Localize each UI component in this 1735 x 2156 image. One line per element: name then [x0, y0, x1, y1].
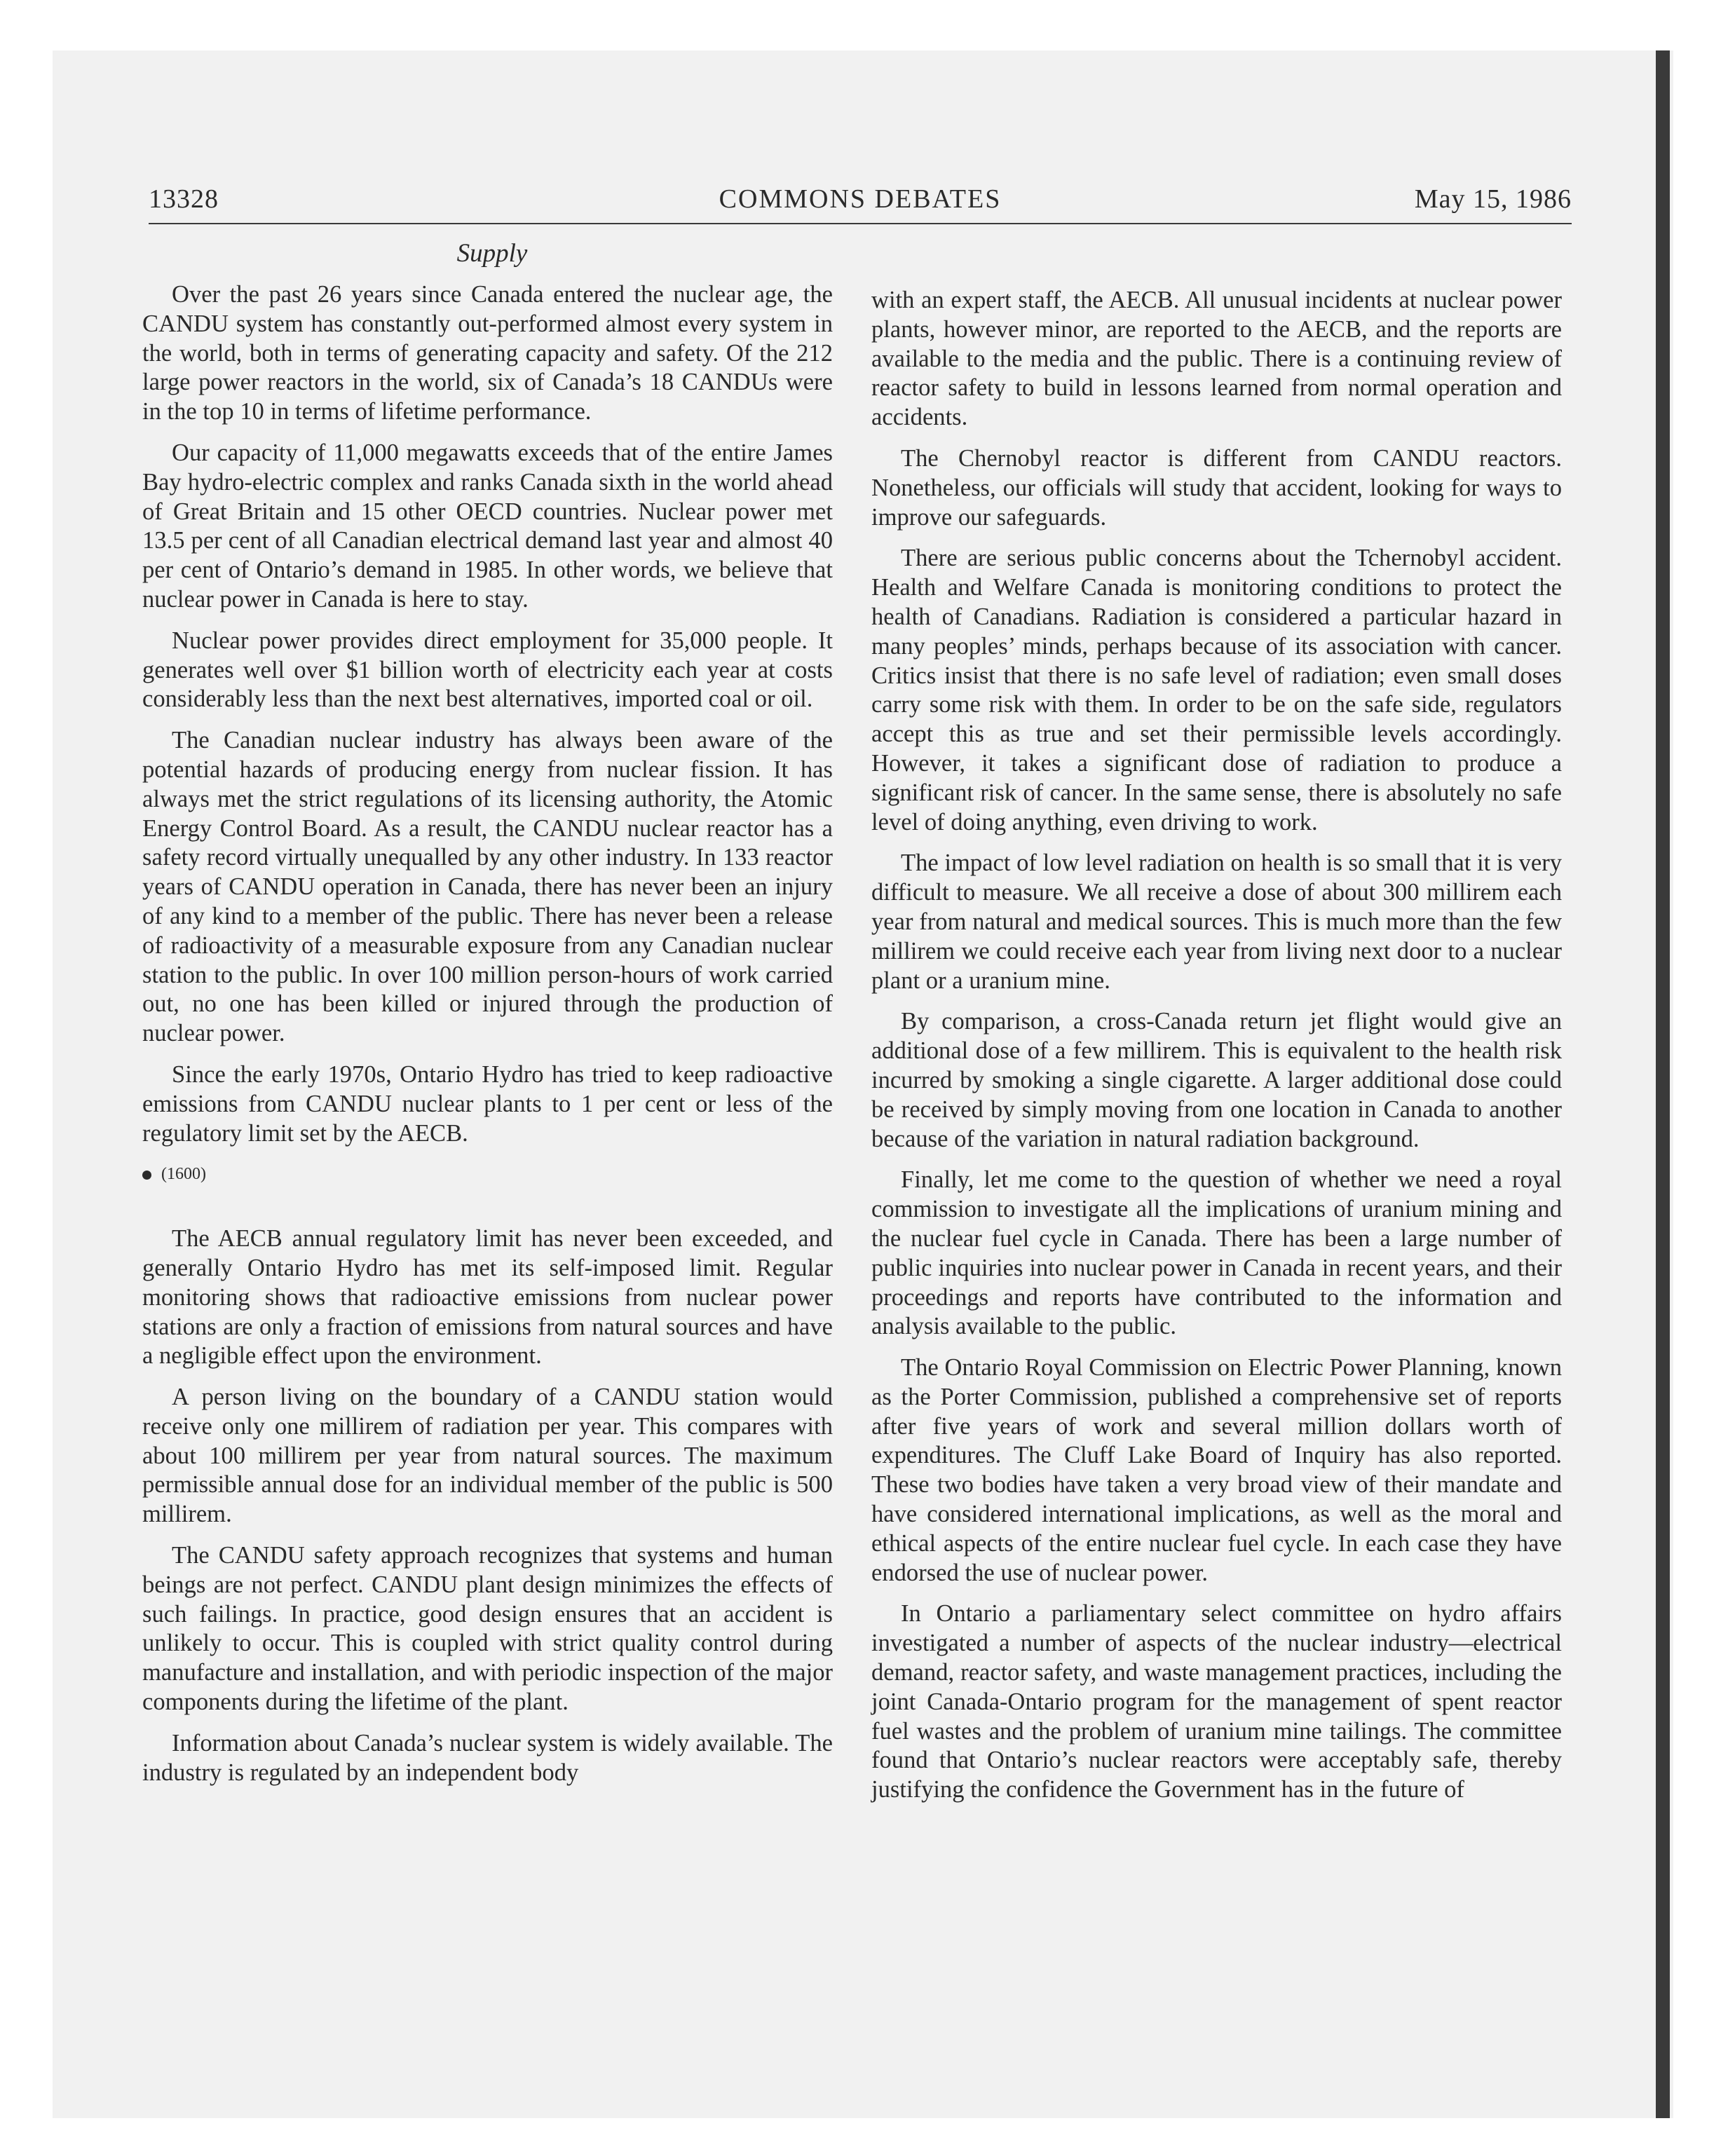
- paragraph: The AECB annual regulatory limit has never been exceeded, and generally Ontario Hydro has met its self-imposed limit. Regular monitoring shows that radioactive emissions from nuclear power stations are only a fraction of emissions from natural sources and have a negligible effect upon the environment.: [142, 1225, 833, 1370]
- paragraph: In Ontario a parliamentary select committee on hydro affairs investigated a number of aspects of the nuclear industry—electrical demand, reactor safety, and waste management practices, including the joint Canada-Ontario program for the management of spent reactor fuel wastes and the problem of uranium mine tailings. The committee found that Ontario’s nuclear reactors were acceptably safe, thereby justifying the confidence the Government has in the future of: [871, 1600, 1562, 1803]
- time-marker: [142, 1160, 833, 1189]
- scan-edge-bar: [1656, 50, 1670, 2118]
- section-title: Supply: [456, 239, 528, 268]
- bullet-dot-icon: [142, 1171, 151, 1180]
- paragraph: A person living on the boundary of a CANDU station would receive only one millirem of radiation per year. This compares with about 100 millirem per year from natural sources. The maximum permissible annual dose for an individual member of the public is 500 millirem.: [142, 1384, 833, 1528]
- paragraph: The Ontario Royal Commission on Electric Power Planning, known as the Porter Commission, published a comprehensive set of reports after five years of work and several million dollars worth of expenditures. The Cluff Lake Board of Inquiry has also reported. These two bodies have taken a very broad view of their mandate and have considered international implications, as well as the moral and ethical aspects of the entire nuclear fuel cycle. In each case they have endorsed the use of nuclear power.: [871, 1354, 1562, 1586]
- left-column: [142, 280, 833, 1799]
- paragraph: Nuclear power provides direct employment for 35,000 people. It generates well over $1 billion worth of electricity each year at costs considerably less than the next best alternatives, imported coal or oil.: [142, 627, 833, 713]
- paragraph: The impact of low level radiation on health is so small that it is very difficult to measure. We all receive a dose of about 300 millirem each year from natural and medical sources. This is much more than the few millirem we could receive each year from living next door to a nuclear plant or a uranium mine.: [871, 850, 1562, 994]
- paragraph: There are serious public concerns about the Tchernobyl accident. Health and Welfare Canada is monitoring conditions to protect the health of Canadians. Radiation is considered a particular hazard in many peoples’ minds, perhaps because of its association with cancer. Critics insist that there is no safe level of radiation; even small doses carry some risk with them. In order to be on the safe side, regulators accept this as true and set their permissible levels accordingly. However, it takes a significant dose of radiation to produce a significant risk of cancer. In the same sense, there is absolutely no safe level of doing anything, even driving to work.: [871, 545, 1562, 835]
- paragraph: Since the early 1970s, Ontario Hydro has tried to keep radioactive emissions from CANDU nuclear plants to 1 per cent or less of the regulatory limit set by the AECB.: [142, 1060, 833, 1147]
- paragraph: Finally, let me come to the question of whether we need a royal commission to investigate all the implications of uranium mining and the nuclear fuel cycle in Canada. There has been a large number of public inquiries into nuclear power in Canada in recent years, and their proceedings and reports have contributed to the information and analysis available to the public.: [871, 1166, 1562, 1340]
- page-header: [149, 184, 1572, 224]
- paragraph: Our capacity of 11,000 megawatts exceeds that of the entire James Bay hydro-electric complex and ranks Canada sixth in the world ahead of Great Britain and 15 other OECD countries. Nuclear power met 13.5 per cent of all Canadian electrical demand last year and almost 40 per cent of Ontario’s demand in 1985. In other words, we believe that nuclear power in Canada is here to stay.: [142, 439, 833, 613]
- page-date: May 15, 1986: [1414, 184, 1572, 214]
- right-column: [871, 286, 1562, 1817]
- paragraph: Over the past 26 years since Canada entered the nuclear age, the CANDU system has constantly out-performed almost every system in the world, both in terms of generating capacity and safety. Of the 212 large power reactors in the world, six of Canada’s 18 CANDUs were in the top 10 in terms of lifetime performance.: [142, 281, 833, 425]
- paragraph: Information about Canada’s nuclear system is widely available. The industry is regulated by an independent body: [142, 1729, 833, 1786]
- page-number: 13328: [149, 184, 219, 214]
- publication-title: COMMONS DEBATES: [719, 184, 1002, 214]
- paragraph: By comparison, a cross-Canada return jet flight would give an additional dose of a few millirem. This is equivalent to the health risk incurred by smoking a single cigarette. A larger additional dose could be received by simply moving from one location in Canada to another because of the variation in natural radiation background.: [871, 1008, 1562, 1152]
- paragraph: The Chernobyl reactor is different from CANDU reactors. Nonetheless, our officials will study that accident, looking for ways to improve our safeguards.: [871, 444, 1562, 531]
- time-marker-text: (1600): [161, 1165, 206, 1184]
- header-rule: [149, 223, 1572, 224]
- paragraph: The Canadian nuclear industry has always been aware of the potential hazards of producing energy from nuclear fission. It has always met the strict regulations of its licensing authority, the Atomic Energy Control Board. As a result, the CANDU nuclear reactor has a safety record virtually unequalled by any other industry. In 133 reactor years of CANDU operation in Canada, there has never been an injury of any kind to a member of the public. There has never been a release of radioactivity of a measurable exposure from any Canadian nuclear station to the public. In over 100 million person-hours of work carried out, no one has been killed or injured through the production of nuclear power.: [142, 727, 833, 1047]
- paragraph: with an expert staff, the AECB. All unusual incidents at nuclear power plants, however minor, are reported to the AECB, and the reports are available to the media and the public. There is a continuing review of reactor safety to build in lessons learned from normal operation and accidents.: [871, 287, 1562, 431]
- paragraph: The CANDU safety approach recognizes that systems and human beings are not perfect. CANDU plant design minimizes the effects of such failings. In practice, good design ensures that an accident is unlikely to occur. This is coupled with strict quality control during manufacture and installation, and with periodic inspection of the major components during the lifetime of the plant.: [142, 1542, 833, 1716]
